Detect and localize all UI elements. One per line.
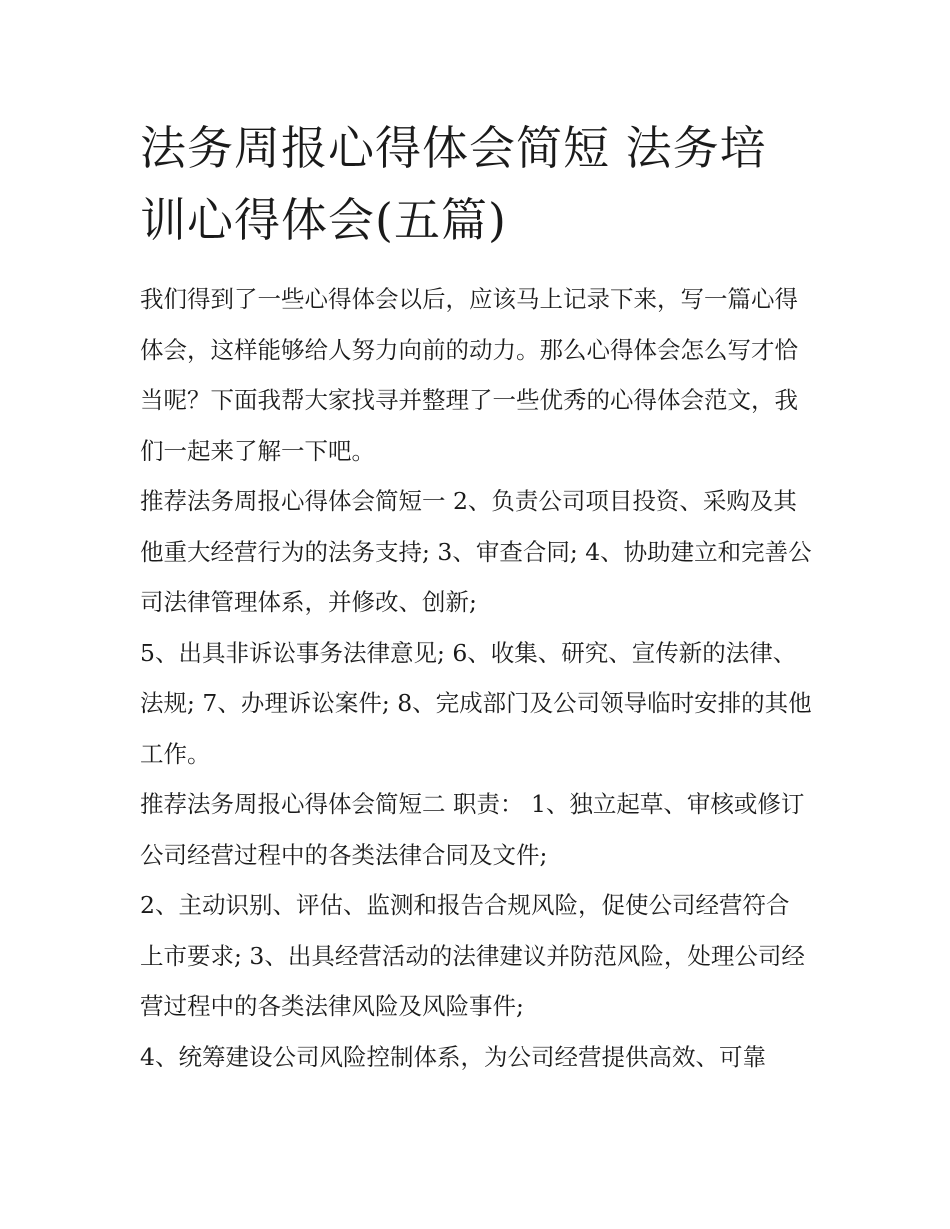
paragraph-duty-4: 4、统筹建设公司风险控制体系，为公司经营提供高效、可靠 xyxy=(140,1042,766,1071)
paragraph-recommend-two: 推荐法务周报心得体会简短二 职责： 1、独立起草、审核或修订公司经营过程中的各类法律合同及文件; xyxy=(140,790,805,869)
paragraph-duties-5-8: 5、出具非诉讼事务法律意见; 6、收集、研究、宣传新的法律、法规; 7、办理诉讼案件; 8、完成部门及公司领导临时安排的其他工作。 xyxy=(140,638,812,768)
paragraph-duties-2-3: 2、主动识别、评估、监测和报告合规风险，促使公司经营符合上市要求; 3、出具经营活动的法律建议并防范风险，处理公司经营过程中的各类法律风险及风险事件; xyxy=(140,891,805,1020)
document-page xyxy=(140,112,812,1082)
document-title: 法务周报心得体会简短 法务培训心得体会(五篇) xyxy=(140,121,767,247)
paragraph-recommend-one: 推荐法务周报心得体会简短一 2、负责公司项目投资、采购及其他重大经营行为的法务支持; 3、审查合同; 4、协助建立和完善公司法律管理体系，并修改、创新; xyxy=(140,487,812,616)
paragraph-intro: 我们得到了一些心得体会以后，应该马上记录下来，写一篇心得体会，这样能够给人努力向前的动力。那么心得体会怎么写才恰当呢？下面我帮大家找寻并整理了一些优秀的心得体会范文，我们一起来了解一下吧。 xyxy=(140,285,798,465)
